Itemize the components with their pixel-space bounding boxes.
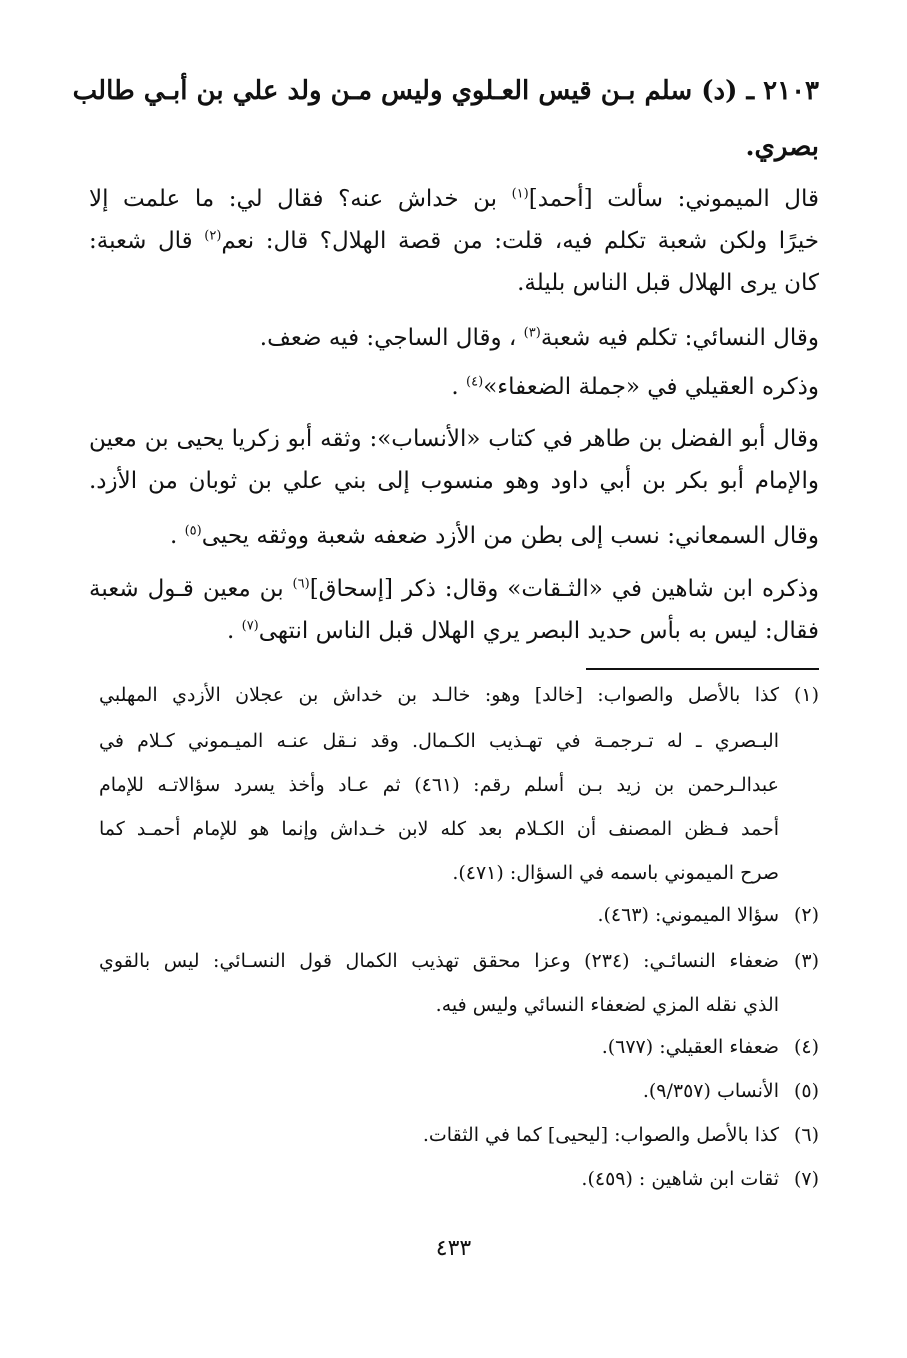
footnote-number: (٢)	[793, 904, 819, 926]
body-line: قال الميموني: سألت [أحمد]$^{(١)}$ بن خداش عنه؟ فقال لي: ما علمت إلا	[89, 186, 820, 212]
footnote-number: (٥)	[793, 1080, 819, 1102]
footnote-number: (٧)	[793, 1168, 819, 1190]
footnote-ref: (٥)	[184, 523, 202, 539]
footnote-ref: (١)	[511, 186, 529, 202]
footnote-1: (١)كذا بالأصل والصواب: [خالد] وهو: خالـد بن خداش بن عجلان الأزدي المهلبي	[99, 684, 819, 706]
footnote-7: (٧)ثقات ابن شاهين : (٤٥٩).	[581, 1168, 819, 1190]
body-line: خيرًا ولكن شعبة تكلم فيه، قلت: من قصة الهلال؟ قال: نعم$^{(٢)}$ قال شعبة:	[89, 228, 819, 254]
footnote-number: (١)	[793, 684, 819, 706]
entry-heading-continuation: بصري.	[745, 132, 819, 162]
entry-heading: ٢١٠٣ ـ (د) سلم بـن قيس العـلوي وليس مـن ولد علي بن أبـي طالب	[72, 76, 819, 106]
body-line: والإمام أبو بكر بن أبي داود وهو منسوب إلى بني علي بن ثوبان من الأزد.	[89, 468, 819, 494]
footnote-ref: (٦)	[292, 576, 310, 592]
footnote-number: (٦)	[793, 1124, 819, 1146]
footnote-3-line: الذي نقله المزي لضعفاء النسائي وليس فيه.	[435, 994, 779, 1016]
footnote-separator	[586, 668, 819, 670]
footnote-1-line: البـصري ـ له تـرجمـة في تهـذيب الكـمال. وقد نـقل عنـه الميـموني كـلام في	[99, 730, 779, 752]
body-line: كان يرى الهلال قبل الناس بليلة.	[517, 270, 819, 296]
page-number: ٤٣٣	[435, 1236, 472, 1261]
footnote-2: (٢)سؤالا الميموني: (٤٦٣).	[597, 904, 819, 926]
body-line: وذكره ابن شاهين في «الثـقات» وقال: ذكر [إسحاق]$^{(٦)}$ بن معين قـول شعبة	[89, 576, 819, 602]
footnote-6: (٦)كذا بالأصل والصواب: [ليحيى] كما في الثقات.	[422, 1124, 819, 1146]
footnote-ref: (٣)	[523, 325, 541, 341]
footnote-1-line: عبدالـرحمن بن زيد بـن أسلم رقم: (٤٦١) ثم عـاد وأخذ يسرد سؤالاتـه للإمام	[99, 774, 780, 796]
footnote-5: (٥)الأنساب (٩/٣٥٧).	[642, 1080, 819, 1102]
footnote-ref: (٢)	[204, 228, 222, 244]
footnote-ref: (٤)	[466, 374, 484, 390]
body-line: وذكره العقيلي في «جملة الضعفاء»$^{(٤)}$ .	[451, 374, 819, 400]
body-line: وقال أبو الفضل بن طاهر في كتاب «الأنساب»: وثقه أبو زكريا يحيى بن معين	[89, 426, 819, 452]
footnote-ref: (٧)	[241, 618, 259, 634]
footnote-3: (٣)ضعفاء النسائـي: (٢٣٤) وعزا محقق تهذيب الكمال قول النسـائي: ليس بالقوي	[99, 950, 820, 972]
footnote-number: (٣)	[793, 950, 820, 972]
footnote-number: (٤)	[793, 1036, 819, 1058]
footnote-1-line: أحمد فـظن المصنف أن الكـلام بعد كله لابن خـداش وإنما هو للإمام أحمـد كما	[99, 818, 779, 840]
footnote-4: (٤)ضعفاء العقيلي: (٦٧٧).	[601, 1036, 819, 1058]
body-line: وقال النسائي: تكلم فيه شعبة$^{(٣)}$ ، وقال الساجي: فيه ضعف.	[259, 325, 819, 351]
footnote-1-line: صرح الميموني باسمه في السؤال: (٤٧١).	[452, 862, 779, 884]
body-line: وقال السمعاني: نسب إلى بطن من الأزد ضعفه شعبة ووثقه يحيى$^{(٥)}$ .	[169, 523, 819, 549]
body-line: فقال: ليس به بأس حديد البصر يري الهلال قبل الناس انتهى$^{(٧)}$ .	[226, 618, 819, 644]
